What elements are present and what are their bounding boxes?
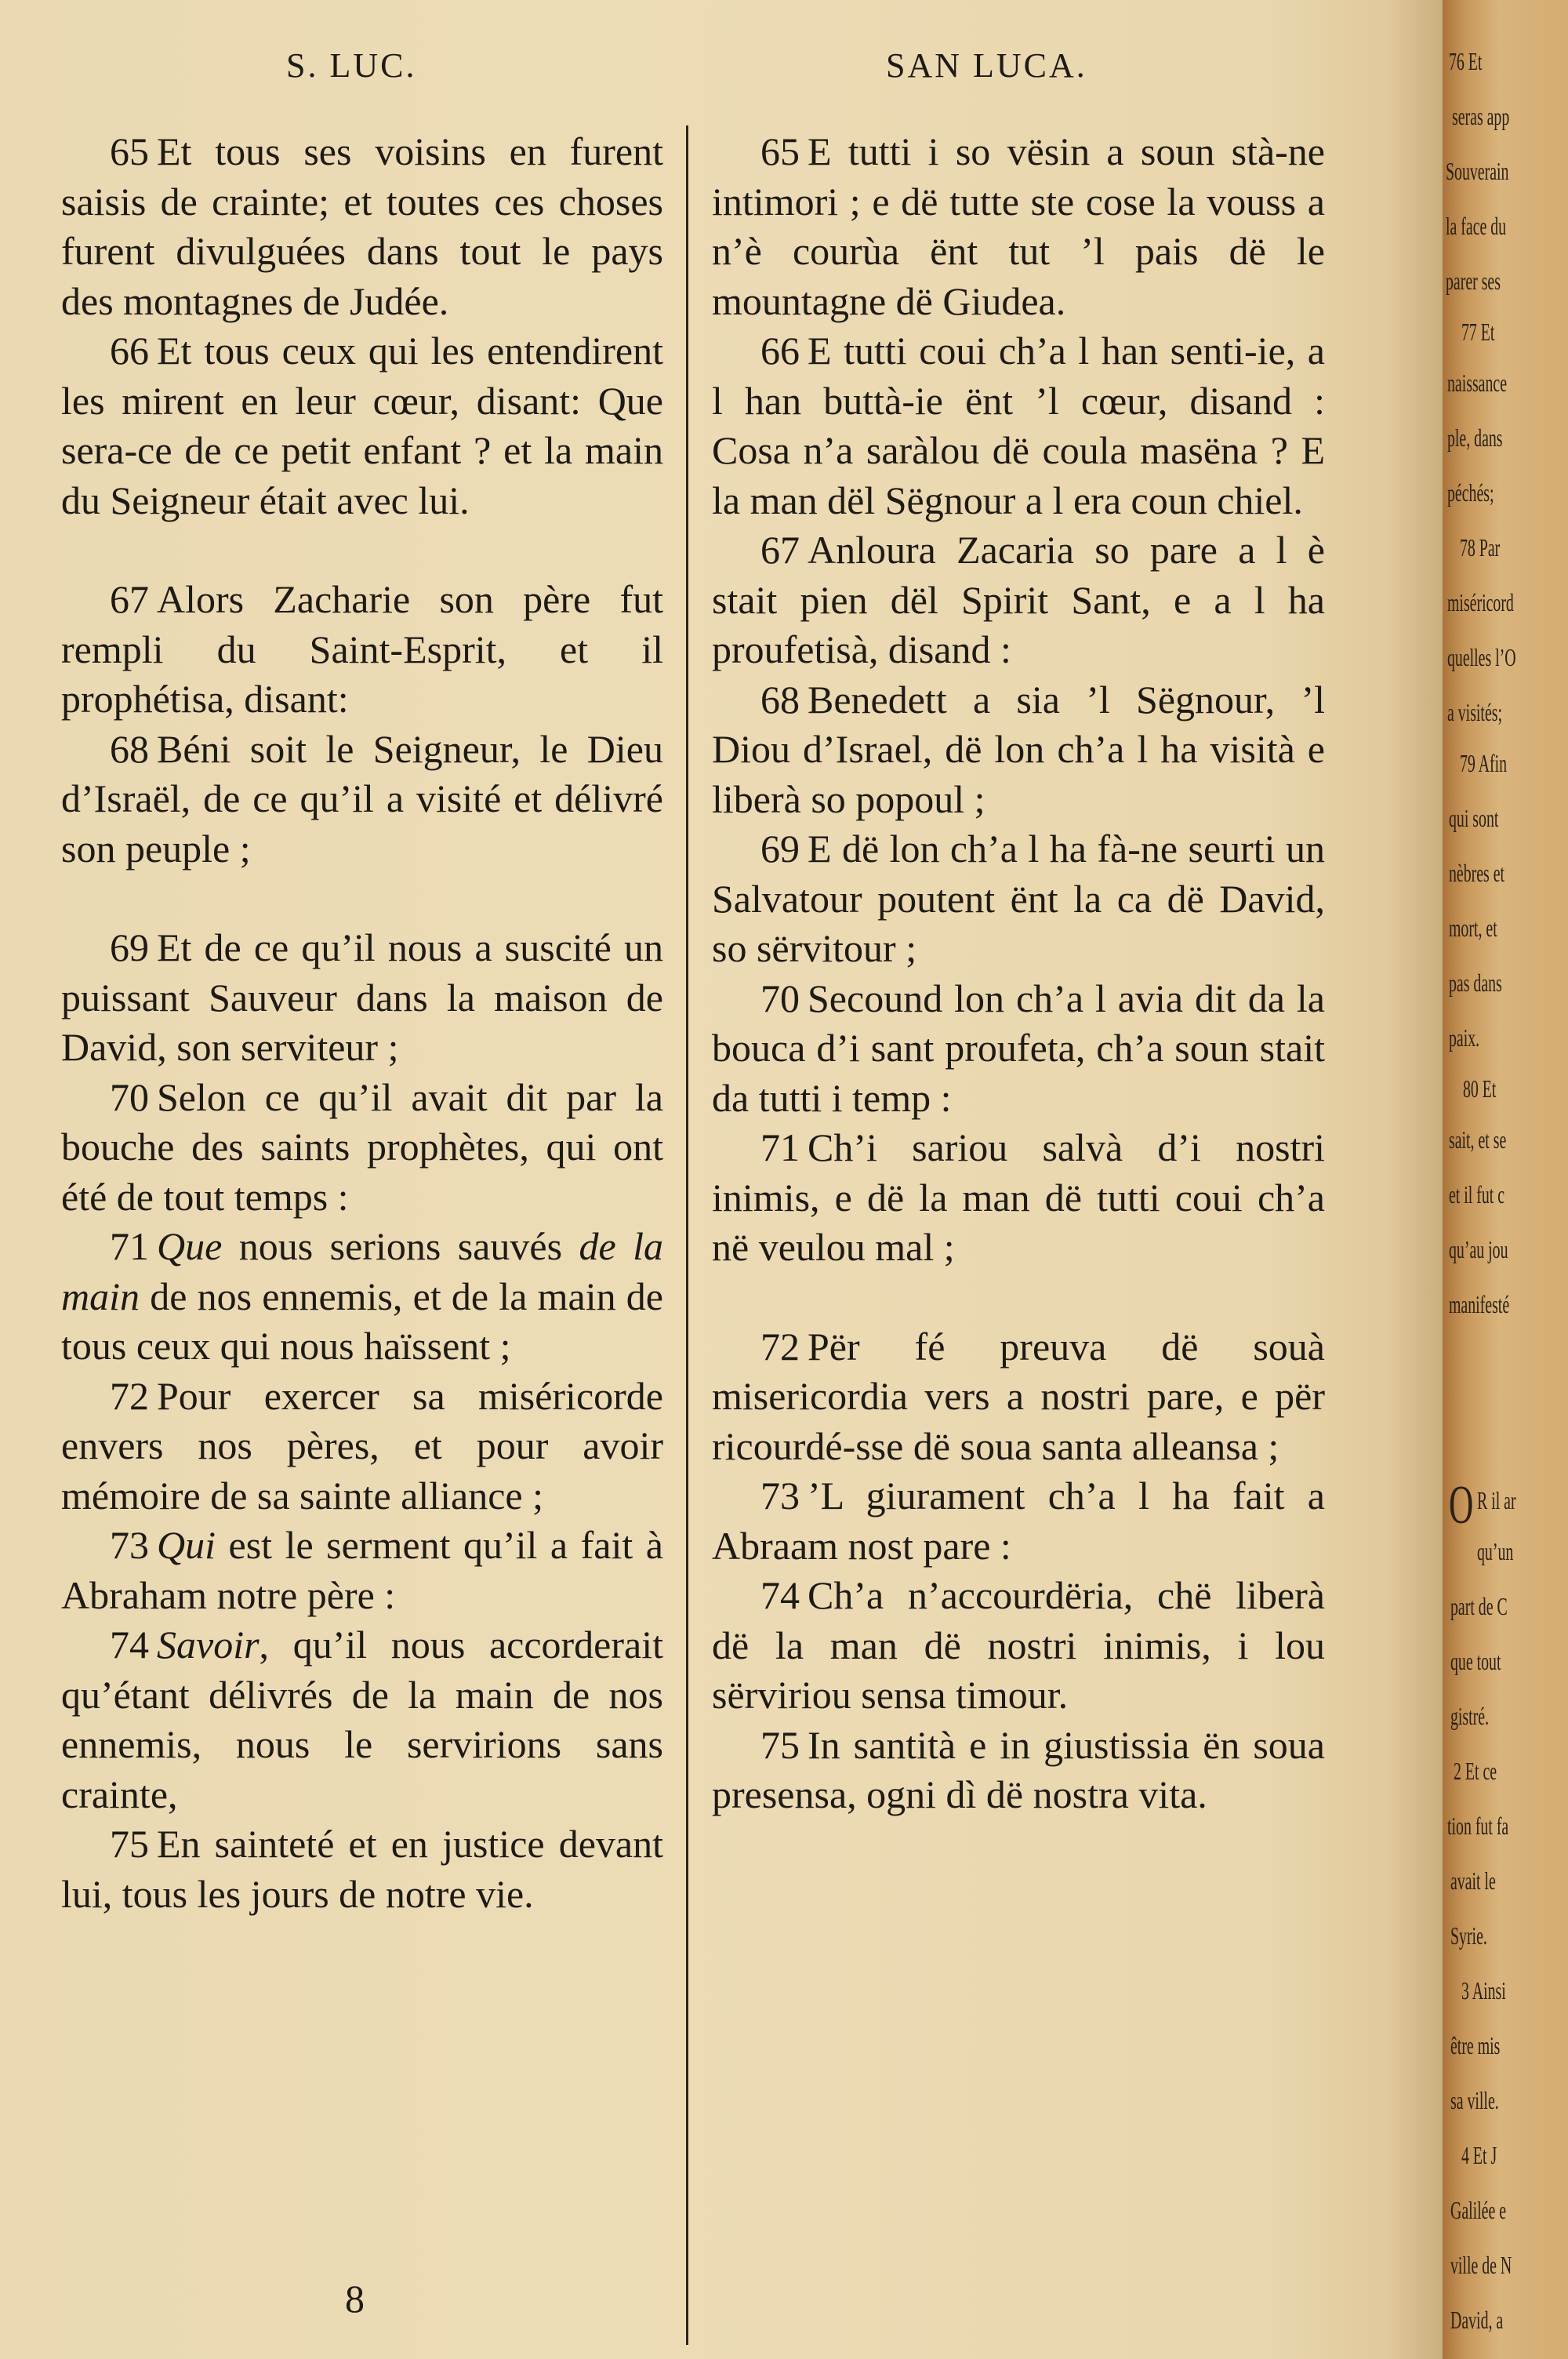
verse-70-fr: 70 Selon ce qu’il avait dit par la bouche des saints prophètes, qui ont été de tout temps : (61, 1074, 663, 1219)
column-divider (686, 125, 688, 2345)
facing-line: tion fut fa (1447, 1812, 1509, 1840)
facing-line: Galilée e (1450, 2196, 1507, 2224)
verse-68-fr: 68 Béni soit le Seigneur, le Dieu d’Israël, de ce qu’il a visité et délivré son peuple ; (61, 726, 663, 871)
verse-72-fr: 72 Pour exercer sa miséricorde envers nos pères, et pour avoir mémoire de sa sainte alliance ; (61, 1373, 663, 1518)
verse-65-fr: 65 Et tous ses voisins en furent saisis de crainte; et toutes ces choses furent divulguées dans tout le pays des montagnes de Judée. (61, 129, 663, 323)
facing-line: 4 Et J (1461, 2141, 1497, 2169)
verse-67-fr: 67 Alors Zacharie son père fut rempli du Saint-Esprit, et il prophétisa, disant: (61, 577, 663, 721)
facing-line: ville de N (1450, 2251, 1512, 2279)
running-header-right: SAN LUCA. (886, 46, 1087, 85)
facing-line: 79 Afin (1460, 749, 1508, 777)
verse-67-pms: 67 Anloura Zacaria so pare a l è stait pien dël Spirit Sant, e a l ha proufetisà, disand : (712, 528, 1325, 671)
facing-line: naissance (1447, 369, 1508, 397)
facing-line: qui sont (1449, 804, 1499, 832)
facing-line: Syrie. (1450, 1921, 1487, 1950)
facing-line: mort, et (1449, 914, 1497, 942)
verse-71-pms: 71 Ch’i sariou salvà d’i nostri inimis, e dë la man dë tutti coui ch’a në veulou mal ; (712, 1125, 1325, 1269)
facing-line: sait, et se (1449, 1125, 1507, 1154)
running-header-left: S. LUC. (286, 46, 417, 85)
verse-65-pms: 65 E tutti i so vësin a soun stà-ne intimori ; e dë tutte ste cose la vouss a n’è courùa ënt tut ’l pais dë le mountagne dë Giudea. (712, 129, 1325, 323)
verse-69-fr: 69 Et de ce qu’il nous a suscité un puissant Sauveur dans la maison de David, son serviteur ; (61, 925, 663, 1069)
facing-line: et il fut c (1449, 1180, 1505, 1209)
facing-line: pas dans (1449, 969, 1502, 997)
page-number: 8 (345, 2277, 365, 2321)
facing-line: 77 Et (1461, 318, 1495, 346)
binding-shadow (1388, 0, 1443, 2359)
verse-66-fr: 66 Et tous ceux qui les entendirent les mirent en leur cœur, disant: Que sera-ce de ce petit enfant ? et la main du Seigneur était avec lui. (61, 329, 663, 522)
verse-66-pms: 66 E tutti coui ch’a l han senti-ie, a l han buttà-ie ënt ’l cœur, disand : Cosa n’a saràlou dë coula masëna ? E la man dël Sëgnour a l era coun chiel. (712, 329, 1325, 522)
verse-73-pms: 73 ’L giurament ch’a l ha fait a Abraam nost pare : (712, 1474, 1325, 1568)
facing-line: sa ville. (1450, 2086, 1499, 2114)
verse-68-pms: 68 Benedett a sia ’l Sëgnour, ’l Diou d’Israel, dë lon ch’a l ha visità e liberà so popoul ; (712, 677, 1325, 821)
facing-line: part de C (1450, 1592, 1508, 1620)
verse-69-pms: 69 E dë lon ch’a l ha fà-ne seurti un Salvatour poutent ënt la ca dë David, so sërvitour ; (712, 827, 1325, 970)
facing-line: 80 Et (1463, 1074, 1497, 1103)
facing-line: seras app (1452, 102, 1510, 130)
facing-line: David, a (1450, 2306, 1504, 2334)
facing-page-edge (1443, 0, 1568, 2359)
verse-74-fr: 74 Savoir, qu’il nous accorderait qu’étant délivrés de la main de nos ennemis, nous le servirions sans crainte, (61, 1623, 663, 1816)
facing-dropcap: O (1449, 1475, 1474, 1536)
piedmontese-column (712, 127, 1325, 1820)
facing-line: la face du (1446, 212, 1507, 240)
facing-line: 3 Ainsi (1461, 1976, 1506, 2005)
verse-70-pms: 70 Secound lon ch’a l avia dit da la bouca d’i sant proufeta, ch’a soun stait da tutti i temp : (712, 976, 1325, 1120)
facing-line: 76 Et (1449, 47, 1483, 75)
verse-71-fr: 71 Que nous serions sauvés de la main de nos ennemis, et de la main de tous ceux qui nous haïssent ; (61, 1224, 663, 1368)
facing-line: miséricord (1447, 588, 1514, 616)
facing-line: gistré. (1450, 1702, 1490, 1730)
facing-line: 2 Et ce (1454, 1757, 1497, 1785)
facing-line: a visités; (1447, 698, 1502, 726)
verse-75-pms: 75 In santità e in giustissia ën soua presensa, ogni dì dë nostra vita. (712, 1722, 1325, 1816)
facing-line: péchés; (1447, 478, 1494, 507)
facing-line: avait le (1450, 1866, 1496, 1895)
facing-line: qu’un (1477, 1537, 1514, 1565)
french-column (61, 127, 663, 1919)
facing-line: nèbres et (1449, 859, 1505, 887)
facing-line: être mis (1450, 2031, 1501, 2059)
facing-line: paix. (1449, 1023, 1480, 1052)
facing-line: Souverain (1446, 157, 1509, 185)
facing-line: parer ses (1446, 267, 1501, 295)
facing-line: que tout (1450, 1647, 1501, 1675)
facing-line: 78 Par (1460, 533, 1501, 562)
verse-74-pms: 74 Ch’a n’accourdëria, chë liberà dë la man dë nostri inimis, i lou sërviriou sensa timour. (712, 1573, 1325, 1717)
verse-73-fr: 73 Qui est le serment qu’il a fait à Abraham notre père : (61, 1523, 663, 1617)
facing-line: manifesté (1449, 1290, 1510, 1318)
facing-line: qu’au jou (1449, 1235, 1508, 1263)
verse-72-pms: 72 Për fé preuva dë souà misericordia vers a nostri pare, e për ricourdé-sse dë soua santa alleansa ; (712, 1324, 1325, 1468)
verse-75-fr: 75 En sainteté et en justice devant lui, tous les jours de notre vie. (61, 1822, 663, 1916)
facing-line: quelles l’O (1447, 643, 1516, 671)
facing-line: ple, dans (1447, 423, 1503, 452)
facing-line: R il ar (1477, 1486, 1516, 1514)
